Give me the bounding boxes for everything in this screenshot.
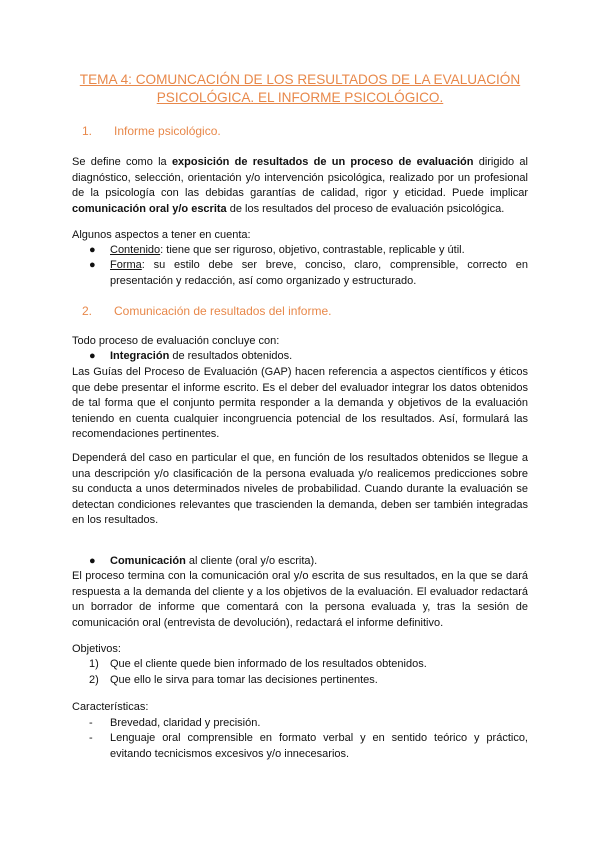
list-item-forma [89, 258, 528, 289]
list-item-contenido [89, 243, 528, 259]
text-run: al cliente (oral y/o escrita). [185, 555, 318, 567]
objectives-label: Objetivos: [72, 643, 121, 655]
section-1-title: Informe psicológico. [114, 124, 221, 138]
objective-text: Que el cliente quede bien informado de los resultados obtenidos. [110, 658, 427, 670]
characteristic-text: Lenguaje oral comprensible en formato verbal y en sentido teórico y práctico, evitando tecnicismos excesivos y/o innecesarios. [110, 732, 528, 760]
aspect-text: : tiene que ser riguroso, objetivo, contrastable, replicable y útil. [160, 244, 465, 256]
objective-text: Que ello le sirva para tomar las decisiones pertinentes. [110, 674, 378, 686]
bullet-icon: ● [89, 350, 96, 362]
dash-marker: - [89, 732, 93, 744]
list-item-integracion [89, 349, 528, 365]
list-number: 1) [89, 658, 99, 670]
bold-run: exposición de resultados de un proceso de evaluación [171, 156, 474, 168]
bold-run: Integración [110, 350, 170, 362]
section-2-intro: Todo proceso de evaluación concluye con: [72, 335, 280, 347]
section-2-number: 2. [82, 304, 93, 318]
objective-item [89, 673, 528, 689]
aspects-intro: Algunos aspectos a tener en cuenta: [72, 229, 251, 241]
aspect-label: Contenido [110, 244, 161, 256]
text-run: dirigido al diagnóstico, selección, orientación y/o intervención psicológica, realizado por un profesional de la psicología con las debidas garantías de calidad, rigor y eticidad. Puede implicar [72, 156, 528, 200]
depend-paragraph: Dependerá del caso en particular el que, en función de los resultados obtenidos se llegue a una descripción y/o clasificación de la persona evaluada y/o realicemos predicciones sobre su conducta a unos determinados niveles de probabilidad. Cuando durante la evaluación se detectan condiciones relevantes que trascienden la demanda, deben ser también integradas en los resultados. [72, 452, 528, 527]
list-item-comunicacion [89, 554, 528, 570]
aspect-text: : su estilo debe ser breve, conciso, claro, comprensible, correcto en presentación y redacción, así como organizado y estructurado. [110, 259, 528, 287]
characteristic-item [89, 716, 528, 732]
text-run: Se define como la [72, 156, 172, 168]
list-number: 2) [89, 674, 99, 686]
characteristic-text: Brevedad, claridad y precisión. [110, 717, 261, 729]
section-2-heading [82, 303, 331, 319]
bullet-icon: ● [89, 244, 96, 256]
definition-paragraph [72, 155, 528, 217]
text-run: de los resultados del proceso de evaluación psicológica. [226, 202, 505, 215]
dash-marker: - [89, 717, 93, 729]
bold-run: Comunicación [110, 555, 186, 567]
objective-item [89, 657, 528, 673]
bullet-icon: ● [89, 555, 96, 567]
bold-run: comunicación oral y/o escrita [72, 202, 227, 215]
aspect-label: Forma [110, 259, 142, 271]
section-1-heading [82, 123, 221, 139]
document-page [72, 0, 528, 848]
section-1-number: 1. [82, 124, 93, 138]
characteristics-label: Características: [72, 701, 149, 713]
characteristic-item [89, 731, 528, 762]
process-paragraph: El proceso termina con la comunicación oral y/o escrita de sus resultados, en la que se dará respuesta a la demanda del cliente y a los objetivos de la evaluación. El evaluador redactará un borrador de informe que comentará con la persona evaluada y, tras la sesión de comunicación oral (entrevista de devolución), redactará el informe definitivo. [72, 570, 528, 629]
document-title: TEMA 4: COMUNCACIÓN DE LOS RESULTADOS DE LA EVALUACIÓN PSICOLÓGICA. EL INFORME PSICOLÓGICO. [79, 72, 521, 105]
text-run: de resultados obtenidos. [169, 350, 293, 362]
gap-paragraph: Las Guías del Proceso de Evaluación (GAP) hacen referencia a aspectos científicos y éticos que debe presentar el informe escrito. Es el deber del evaluador integrar los datos obtenidos de tal forma que el conjunto permita responder a la demanda y objetivos de la evaluación teniendo en cuenta cualquier incongruencia potencial de los resultados. Así, formulará las recomendaciones pertinentes. [72, 366, 528, 441]
section-2-title: Comunicación de resultados del informe. [114, 304, 332, 318]
bullet-icon: ● [89, 259, 96, 271]
